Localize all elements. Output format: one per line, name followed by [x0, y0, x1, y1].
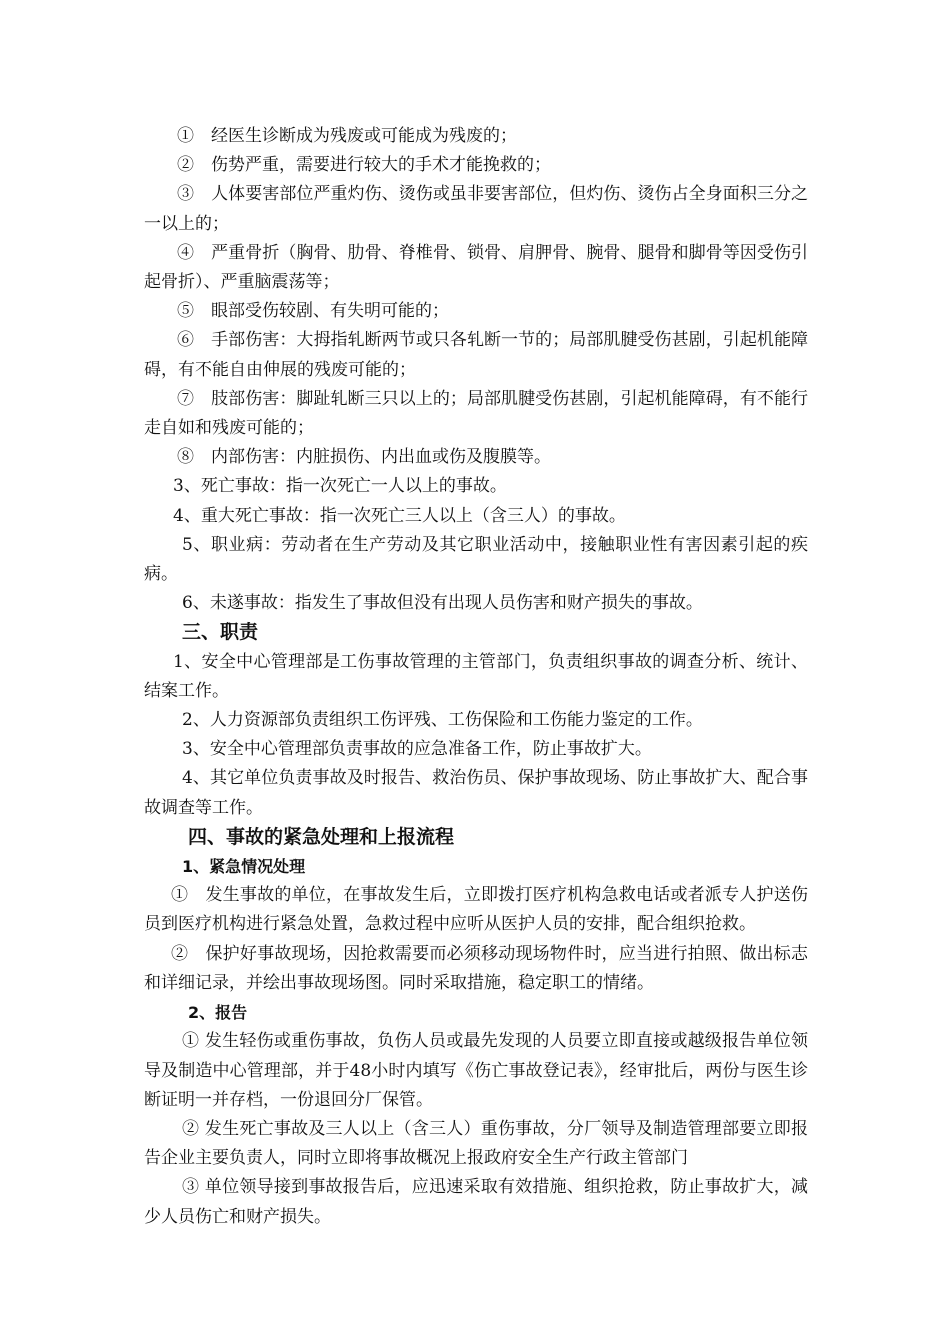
- paragraph-25: ③ 单位领导接到事故报告后，应迅速采取有效措施、组织抢救，防止事故扩大，减少人员伤亡和财产损失。: [144, 1177, 808, 1227]
- paragraph-14: 1、安全中心管理部是工伤事故管理的主管部门，负责组织事故的调查分析、统计、结案工作。: [144, 651, 808, 701]
- paragraph-23: ① 发生轻伤或重伤事故，负伤人员或最先发现的人员要立即直接或越级报告单位领导及制造中心管理部，并于48小时内填写《伤亡事故登记表》，经审批后，两份与医生诊断证明一并存档，一份退回分厂保管。: [144, 1031, 808, 1110]
- paragraph-21: ② 保护好事故现场，因抢救需要而必须移动现场物件时，应当进行拍照、做出标志和详细记录，并绘出事故现场图。同时采取措施，稳定职工的情绪。: [144, 943, 808, 993]
- paragraph-8: ⑧ 内部伤害：内脏损伤、内出血或伤及腹膜等。: [177, 447, 551, 468]
- section-heading-4: 四、事故的紧急处理和上报流程: [188, 825, 455, 848]
- subheading-emergency: 1、紧急情况处理: [182, 857, 306, 877]
- section-heading-3: 三、职责: [182, 621, 259, 644]
- paragraph-1: ① 经医生诊断成为残废或可能成为残废的；: [177, 126, 517, 146]
- paragraph-15: 2、人力资源部负责组织工伤评残、工伤保险和工伤能力鉴定的工作。: [182, 710, 703, 731]
- paragraph-11: 5、职业病：劳动者在生产劳动及其它职业活动中，接触职业性有害因素引起的疾病。: [144, 534, 808, 585]
- paragraph-7: ⑦ 肢部伤害：脚趾轧断三只以上的；局部肌腱受伤甚剧，引起机能障碍，有不能行走自如和残废可能的；: [144, 388, 808, 439]
- paragraph-20: ① 发生事故的单位，在事故发生后，立即拨打医疗机构急救电话或者派专人护送伤员到医疗机构进行紧急处置，急救过程中应听从医护人员的安排，配合组织抢救。: [144, 885, 808, 935]
- paragraph-16: 3、安全中心管理部负责事故的应急准备工作，防止事故扩大。: [182, 739, 652, 760]
- paragraph-3: ③ 人体要害部位严重灼伤、烫伤或虽非要害部位，但灼伤、烫伤占全身面积三分之一以上的；: [144, 184, 808, 234]
- paragraph-9: 3、死亡事故：指一次死亡一人以上的事故。: [173, 476, 507, 497]
- paragraph-12: 6、未遂事故：指发生了事故但没有出现人员伤害和财产损失的事故。: [182, 593, 703, 614]
- paragraph-6: ⑥ 手部伤害：大拇指轧断两节或只各轧断一节的；局部肌腱受伤甚剧，引起机能障碍，有不能自由伸展的残废可能的；: [144, 330, 808, 380]
- paragraph-10: 4、重大死亡事故：指一次死亡三人以上（含三人）的事故。: [173, 505, 626, 526]
- document-body: [144, 122, 808, 1232]
- paragraph-2: ② 伤势严重，需要进行较大的手术才能挽救的；: [177, 155, 551, 176]
- subheading-report: 2、报告: [188, 1003, 248, 1023]
- paragraph-4: ④ 严重骨折（胸骨、肋骨、脊椎骨、锁骨、肩胛骨、腕骨、腿骨和脚骨等因受伤引起骨折）、严重脑震荡等；: [144, 242, 808, 293]
- paragraph-24: ② 发生死亡事故及三人以上（含三人）重伤事故，分厂领导及制造管理部要立即报告企业主要负责人，同时立即将事故概况上报政府安全生产行政主管部门: [144, 1118, 808, 1169]
- paragraph-17: 4、其它单位负责事故及时报告、救治伤员、保护事故现场、防止事故扩大、配合事故调查等工作。: [144, 768, 808, 818]
- paragraph-5: ⑤ 眼部受伤较剧、有失明可能的；: [177, 301, 449, 322]
